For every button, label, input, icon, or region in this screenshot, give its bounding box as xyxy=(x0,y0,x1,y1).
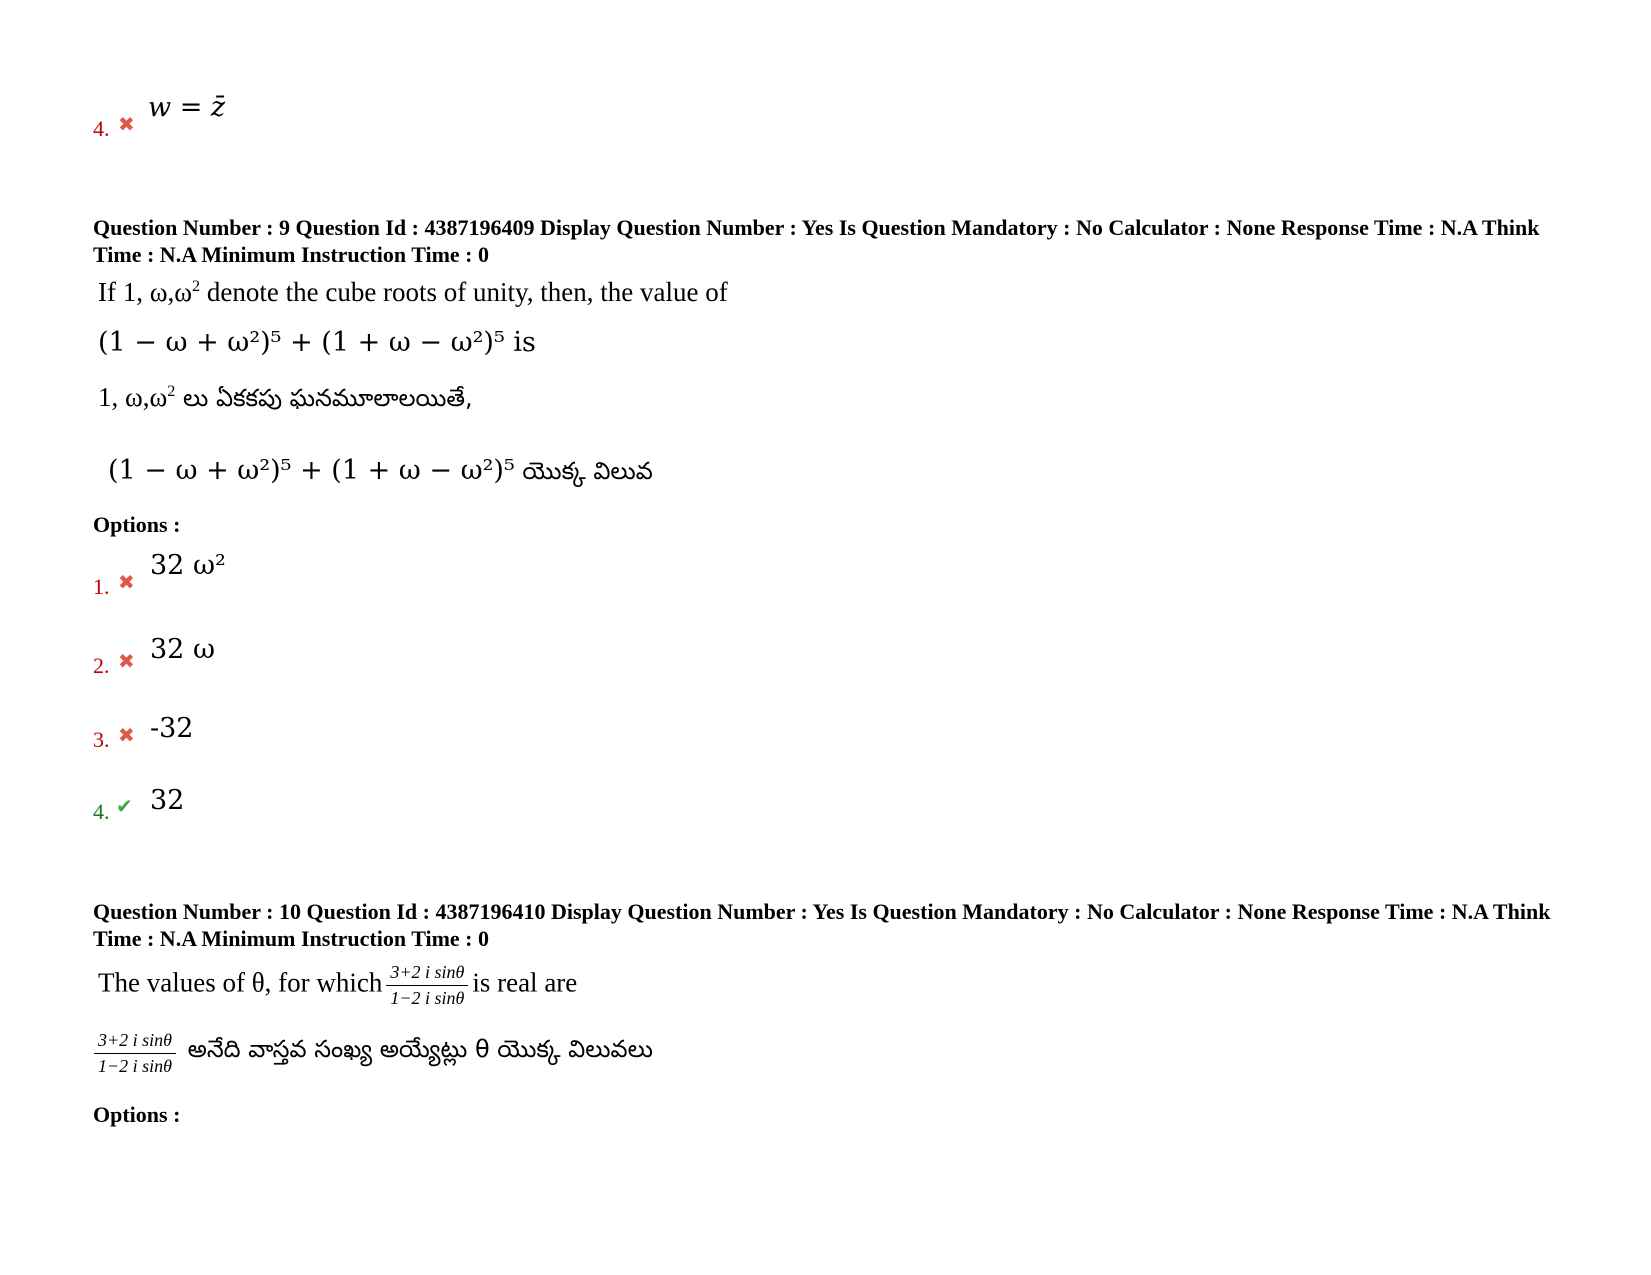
telugu-text: యొక్క విలువ xyxy=(514,457,653,485)
question-expression-telugu xyxy=(108,455,653,491)
question-text-line xyxy=(98,277,728,308)
wrong-mark-icon: ✖ xyxy=(118,651,135,673)
exponent: 2 xyxy=(192,277,201,295)
question-text-prefix: 1, ω,ω xyxy=(98,382,168,412)
expression: (1 − ω + ω²)⁵ + (1 + ω − ω²)⁵ xyxy=(108,455,515,486)
question-text-prefix: The values of θ, for which xyxy=(98,967,383,998)
question-text-line xyxy=(98,962,577,1009)
option-text: w = z̄ xyxy=(148,92,226,123)
wrong-mark-icon: ✖ xyxy=(118,114,135,136)
options-label: Options : xyxy=(93,512,181,537)
question-text-telugu xyxy=(98,382,473,418)
fraction-denominator: 1−2 i sinθ xyxy=(98,1056,172,1076)
correct-check-icon: ✔ xyxy=(116,796,133,818)
question-text-telugu xyxy=(94,1030,653,1077)
option-text: 32 xyxy=(150,785,185,816)
option-number: 1. xyxy=(93,574,110,599)
fraction-numerator: 3+2 i sinθ xyxy=(386,962,468,986)
fraction-denominator: 1−2 i sinθ xyxy=(390,988,465,1008)
question-meta: Question Number : 9 Question Id : 4387196409 Display Question Number : Yes Is Question Mandatory : No Calculator : None Response Time : N.A Think Time : N.A Minimum Instruction Time : 0 xyxy=(93,215,1540,267)
option-text: -32 xyxy=(150,713,194,744)
option-number: 4. xyxy=(93,116,110,141)
options-label: Options : xyxy=(93,1102,181,1127)
option-number: 3. xyxy=(93,727,110,752)
telugu-text: లు ఏకకపు ఘనమూలాలయితే, xyxy=(175,384,473,412)
wrong-mark-icon: ✖ xyxy=(118,572,135,594)
fraction xyxy=(94,1030,176,1077)
question-text-prefix: If 1, ω,ω xyxy=(98,277,193,307)
wrong-mark-icon: ✖ xyxy=(118,725,135,747)
option-number: 4. xyxy=(93,799,110,824)
telugu-text: అనేది వాస్తవ సంఖ్య అయ్యేట్లు θ యొక్క విలువలు xyxy=(180,1035,653,1064)
question-text-suffix: is real are xyxy=(472,967,578,998)
fraction-numerator: 3+2 i sinθ xyxy=(94,1030,176,1054)
fraction xyxy=(386,962,468,1009)
question-text-suffix: denote the cube roots of unity, then, the value of xyxy=(200,277,728,307)
option-text: 32 ω² xyxy=(150,550,226,581)
question-meta: Question Number : 10 Question Id : 4387196410 Display Question Number : Yes Is Question Mandatory : No Calculator : None Response Time : N.A Think Time : N.A Minimum Instruction Time : 0 xyxy=(93,899,1551,951)
exponent: 2 xyxy=(167,382,176,400)
option-number: 2. xyxy=(93,653,110,678)
option-text: 32 ω xyxy=(150,634,215,665)
question-expression: (1 − ω + ω²)⁵ + (1 + ω − ω²)⁵ is xyxy=(98,327,536,358)
